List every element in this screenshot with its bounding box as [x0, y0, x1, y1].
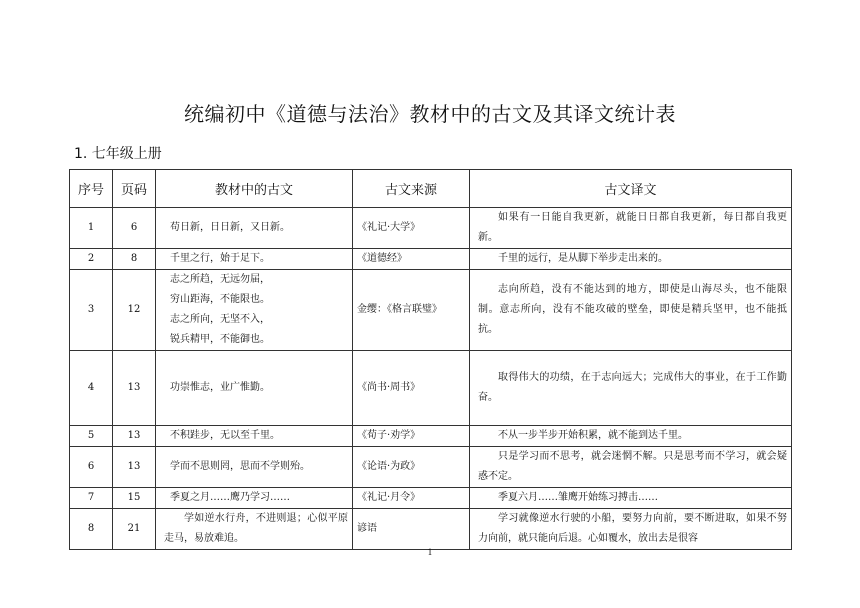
row-source: 《荀子·劝学》	[353, 426, 470, 447]
row-number: 2	[70, 249, 113, 270]
row-translation: 学习就像逆水行驶的小船，要努力向前，要不断进取，如果不努力向前，就只能向后退。心如覆水，放出去是很容	[470, 509, 792, 550]
row-number: 1	[70, 208, 113, 249]
table-row	[70, 249, 792, 270]
row-source: 《礼记·大学》	[353, 208, 470, 249]
header-source: 古文来源	[353, 170, 470, 208]
classical-text-table	[69, 169, 792, 550]
row-classical-text	[156, 249, 353, 270]
row-translation: 志向所趋，没有不能达到的地方，即使是山海尽头，也不能限制。意志所向，没有不能攻破的壁垒，即使是精兵坚甲，也不能抵抗。	[470, 270, 792, 351]
table-row	[70, 208, 792, 249]
row-page: 12	[113, 270, 156, 351]
classical-line: 季夏之月……鹰乃学习……	[170, 492, 290, 503]
header-classical-text: 教材中的古文	[156, 170, 353, 208]
classical-line: 学如逆水行舟，不进则退；心似平原走马，易放难追。	[164, 513, 348, 544]
row-translation: 只是学习而不思考，就会迷惘不解。只是思考而不学习，就会疑惑不定。	[470, 447, 792, 488]
row-page: 6	[113, 208, 156, 249]
table-row	[70, 509, 792, 550]
row-page: 8	[113, 249, 156, 270]
row-classical-text	[156, 208, 353, 249]
row-number: 8	[70, 509, 113, 550]
row-page: 21	[113, 509, 156, 550]
document-title: 统编初中《道德与法治》教材中的古文及其译文统计表	[184, 102, 676, 126]
classical-line: 志之所趋，无远勿届，	[170, 274, 270, 285]
section-heading: 1. 七年级上册	[74, 146, 162, 162]
classical-line: 穷山距海，不能限也。	[170, 294, 270, 305]
row-classical-text	[156, 426, 353, 447]
row-number: 4	[70, 351, 113, 426]
header-page: 页码	[113, 170, 156, 208]
row-classical-text	[156, 488, 353, 509]
row-classical-text	[156, 509, 353, 550]
classical-line: 功崇惟志，业广惟勤。	[170, 382, 270, 393]
row-source: 金缨：《格言联璧》	[353, 270, 470, 351]
row-translation: 不从一步半步开始积累，就不能到达千里。	[470, 426, 792, 447]
row-translation: 取得伟大的功绩，在于志向远大；完成伟大的事业，在于工作勤奋。	[470, 351, 792, 426]
row-page: 13	[113, 426, 156, 447]
row-number: 7	[70, 488, 113, 509]
row-source: 《道德经》	[353, 249, 470, 270]
table-row	[70, 447, 792, 488]
row-classical-text	[156, 270, 353, 351]
row-page: 13	[113, 351, 156, 426]
table-row	[70, 488, 792, 509]
row-translation: 千里的远行，是从脚下举步走出来的。	[470, 249, 792, 270]
classical-line: 千里之行，始于足下。	[170, 253, 270, 264]
classical-line: 不积跬步，无以至千里。	[170, 430, 280, 441]
row-source: 《尚书·周书》	[353, 351, 470, 426]
classical-line: 学而不思则罔，思而不学则殆。	[170, 461, 310, 472]
header-number: 序号	[70, 170, 113, 208]
row-page: 15	[113, 488, 156, 509]
row-translation: 如果有一日能自我更新，就能日日都自我更新，每日都自我更新。	[470, 208, 792, 249]
classical-line: 志之所向，无坚不入，	[170, 314, 270, 325]
row-classical-text	[156, 351, 353, 426]
row-source: 《论语·为政》	[353, 447, 470, 488]
classical-line: 苟日新，日日新，又日新。	[170, 222, 290, 233]
row-translation: 季夏六月……雏鹰开始练习搏击……	[470, 488, 792, 509]
table-header-row	[70, 170, 792, 208]
row-classical-text	[156, 447, 353, 488]
row-source: 《礼记·月令》	[353, 488, 470, 509]
row-number: 6	[70, 447, 113, 488]
header-translation: 古文译文	[470, 170, 792, 208]
row-number: 5	[70, 426, 113, 447]
table-row	[70, 426, 792, 447]
row-page: 13	[113, 447, 156, 488]
row-source: 谚语	[353, 509, 470, 550]
table-row	[70, 351, 792, 426]
page-number: 1	[427, 548, 433, 557]
row-number: 3	[70, 270, 113, 351]
table-row	[70, 270, 792, 351]
classical-line: 锐兵精甲，不能御也。	[170, 334, 270, 345]
